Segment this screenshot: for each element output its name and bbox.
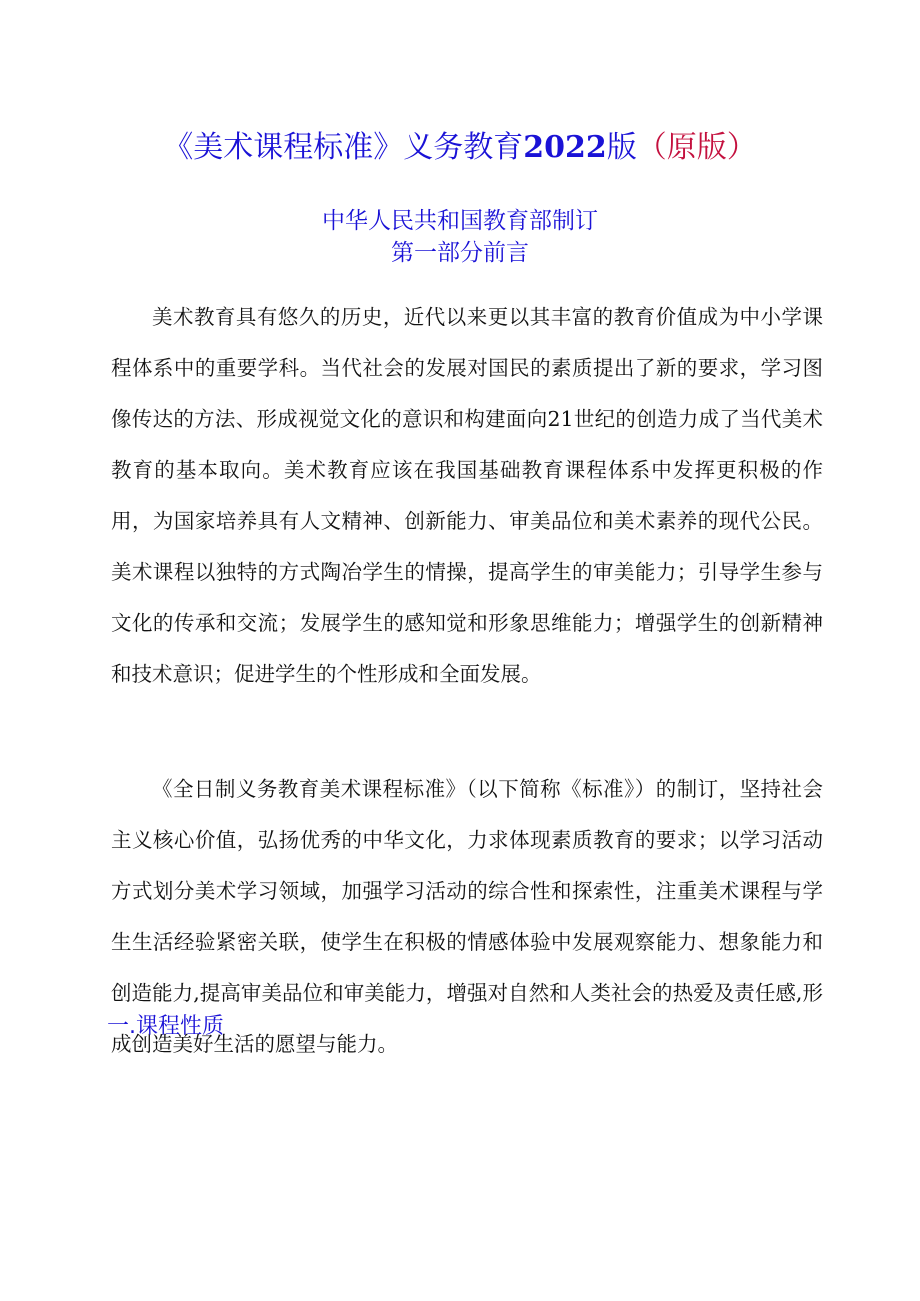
part-heading: 第一部分前言 [391,240,529,266]
section-heading: 一.课程性质 [107,1014,224,1039]
document-title [0,128,920,168]
title-edition: 版 [606,130,637,165]
body-paragraph: 《全日制义务教育美术课程标准》（以下简称《标准》）的制订，坚持社会主义核心价值，弘扬优秀的中华文化，力求体现素质教育的要求；以学习活动方式划分美术学习领域，加强学习活动的综合性和探索性，注重美术课程与学生生活经验紧密关联，使学生在积极的情感体验中发展观察能力、想象能力和创造能力,提高审美品位和审美能力，增强对自然和人类社会的热爱及责任感,形成创造美好生活的愿望与能力。 [111,777,823,1056]
title-prefix: 《美术课程标准》义务教育 [163,130,524,165]
title-year: 2022 [523,130,607,165]
body-paragraph: 美术教育具有悠久的历史，近代以来更以其丰富的教育价值成为中小学课程体系中的重要学科。当代社会的发展对国民的素质提出了新的要求，学习图像传达的方法、形成视觉文化的意识和构建面向21世纪的创造力成了当代美术教育的基本取向。美术教育应该在我国基础教育课程体系中发挥更积极的作用，为国家培养具有人文精神、创新能力、审美品位和美术素养的现代公民。美术课程以独特的方式陶冶学生的情操，提高学生的审美能力；引导学生参与文化的传承和交流；发展学生的感知觉和形象思维能力；增强学生的创新精神和技术意识；促进学生的个性形成和全面发展。 [111,305,823,686]
issuer-line: 中华人民共和国教育部制订 [322,208,598,234]
title-suffix: （原版） [636,130,757,165]
